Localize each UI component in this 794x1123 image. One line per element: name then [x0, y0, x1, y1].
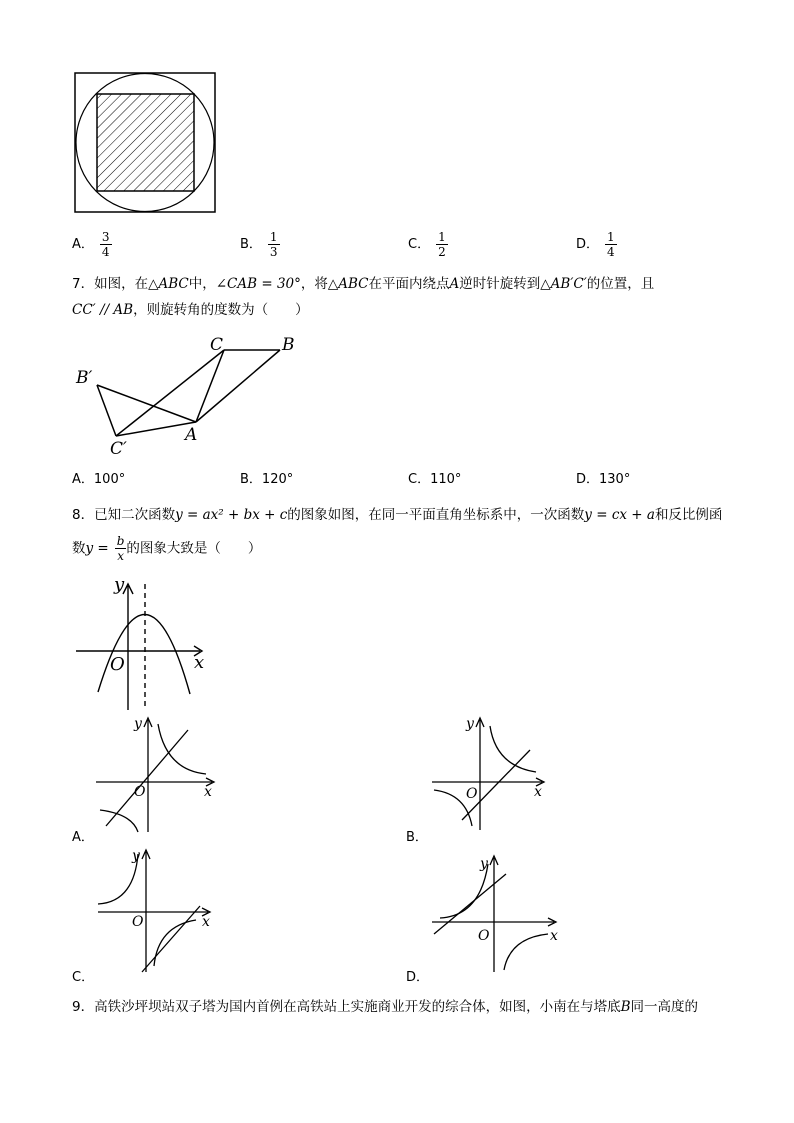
origin: O: [110, 654, 125, 675]
q7-stem-line1: 7．如图，在△ABC中，∠CAB = 30°，将△ABC在平面内绕点A逆时针旋转到△AB′C′的位置，且: [72, 276, 655, 292]
q8-option-b: B．: [406, 830, 428, 845]
q8-option-c: C．: [72, 970, 95, 985]
svg-text:O: O: [466, 786, 478, 802]
q8-graph-c: [96, 848, 220, 974]
svg-text:x: x: [550, 928, 558, 944]
svg-text:y: y: [134, 716, 142, 732]
q8-stem-line1: 8．已知二次函数y = ax² + bx + c的图象如图，在同一平面直角坐标系中，一次函数y = cx + a和反比例函: [72, 507, 723, 523]
q6-option-b: B． $\frac{1}{3}$: [240, 230, 278, 259]
q7-option-a: A．100°: [72, 472, 126, 487]
q7-stem-line2: CC′ // AB，则旋转角的度数为（ ）: [72, 302, 309, 318]
q8-option-a: A．: [72, 830, 94, 845]
axis-y: y: [114, 574, 125, 595]
q8-graph-b: [432, 716, 556, 832]
q7-option-d: D．130°: [576, 472, 631, 487]
svg-text:y: y: [466, 716, 474, 732]
q7-option-b: B．120°: [240, 472, 294, 487]
q6-option-c: C． $\frac{1}{2}$: [408, 230, 446, 259]
q8-stem-line2: 数y = $\frac{b}{x}$ 的图象大致是（ ）: [72, 534, 262, 563]
label-c-prime: C′: [110, 439, 127, 459]
q8-graph-d: [430, 852, 570, 974]
q8-option-d: D．: [406, 970, 430, 985]
q7-figure: [70, 330, 310, 460]
q6-option-a: A． $\frac{3}{4}$: [72, 230, 110, 259]
q8-parabola-figure: [74, 572, 214, 712]
inner-shaded-square: [97, 94, 194, 191]
svg-text:x: x: [204, 784, 212, 800]
svg-text:O: O: [132, 914, 144, 930]
q6-option-d: D． $\frac{1}{4}$: [576, 230, 615, 259]
label-a: A: [185, 425, 198, 445]
svg-text:y: y: [480, 856, 488, 872]
label-b-prime: B′: [76, 368, 93, 388]
svg-text:x: x: [202, 914, 210, 930]
q7-option-c: C．110°: [408, 472, 462, 487]
svg-text:x: x: [534, 784, 542, 800]
svg-text:y: y: [132, 848, 140, 864]
svg-text:O: O: [134, 784, 146, 800]
label-c: C: [210, 335, 224, 355]
label-b: B: [282, 335, 295, 355]
svg-text:O: O: [478, 928, 490, 944]
q9-stem-line1: 9．高铁沙坪坝站双子塔为国内首例在高铁站上实施商业开发的综合体，如图，小南在与塔底B同一高度的: [72, 999, 699, 1015]
axis-x: x: [194, 652, 205, 673]
q6-figure: [74, 72, 218, 214]
q8-graph-a: [96, 714, 220, 834]
